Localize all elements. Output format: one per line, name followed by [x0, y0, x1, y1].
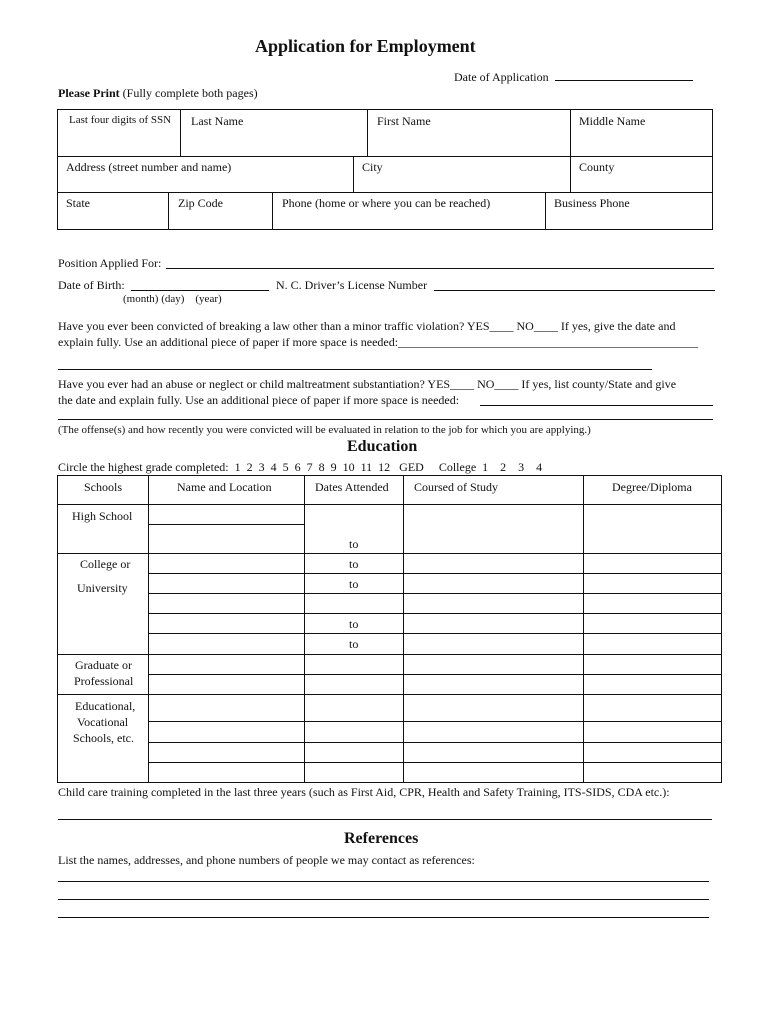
edu-header-dates: Dates Attended: [315, 480, 389, 494]
position-applied-label: Position Applied For:: [58, 256, 162, 270]
edu-header-name-location: Name and Location: [177, 480, 272, 494]
edu-section-divider: [57, 654, 722, 655]
dob-field[interactable]: [131, 290, 269, 291]
table-col-divider: [545, 192, 546, 230]
child-care-training-label: Child care training completed in the last three years (such as First Aid, CPR, Health and Safety Training, ITS-SIDS, CDA etc.):: [58, 785, 670, 799]
high-school-label: High School: [72, 509, 133, 523]
table-col-divider: [570, 109, 571, 156]
please-print-rest: (Fully complete both pages): [122, 86, 258, 100]
references-intro: List the names, addresses, and phone numbers of people we may contact as references:: [58, 853, 475, 867]
county-field[interactable]: County: [579, 160, 615, 174]
abuse-explain-field[interactable]: [480, 405, 713, 406]
vocational-label-1: Educational,: [75, 699, 136, 713]
please-print-bold: Please Print: [58, 86, 120, 100]
edu-header-course: Coursed of Study: [414, 480, 498, 494]
edu-col-divider: [304, 475, 305, 783]
table-col-divider: [168, 192, 169, 230]
first-name-field[interactable]: First Name: [377, 114, 431, 128]
table-col-divider: [353, 156, 354, 192]
license-field[interactable]: [434, 290, 715, 291]
college-dates-to-4[interactable]: to: [349, 637, 359, 651]
edu-section-divider: [57, 694, 722, 695]
hs-dates-to[interactable]: to: [349, 537, 359, 551]
college-label-1: College or: [80, 557, 131, 571]
convicted-question-line1: Have you ever been convicted of breaking a law other than a minor traffic violation? YES____ NO____ If yes, give the date and: [58, 319, 676, 333]
graduate-label-1: Graduate or: [75, 658, 132, 672]
offense-note: (The offense(s) and how recently you were convicted will be evaluated in relation to the job for which you are applying.): [58, 424, 591, 436]
date-of-application: [454, 69, 693, 85]
edu-inner-line: [148, 633, 722, 634]
edu-col-divider: [148, 475, 149, 783]
license-label: N. C. Driver’s License Number: [276, 278, 428, 292]
abuse-question-line1: Have you ever had an abuse or neglect or child maltreatment substantiation? YES____ NO____ If yes, list county/State and give: [58, 377, 677, 391]
dob-label: Date of Birth:: [58, 278, 125, 292]
vocational-label-2: Vocational: [77, 715, 129, 729]
child-care-field[interactable]: [58, 819, 712, 820]
table-row-divider: [57, 156, 713, 157]
table-col-divider: [272, 192, 273, 230]
dob-parts-hint: (month) (day) (year): [123, 293, 222, 305]
college-dates-to-2[interactable]: to: [349, 577, 359, 591]
highest-grade-line: Circle the highest grade completed: 1 2 3 4 5 6 7 8 9 10 11 12 GED College 1 2 3 4: [58, 460, 543, 474]
ssn-field[interactable]: Last four digits of SSN: [69, 114, 172, 126]
reference-line-3[interactable]: [58, 917, 709, 918]
college-label-2: University: [77, 581, 128, 595]
edu-inner-line: [148, 593, 722, 594]
edu-inner-line: [148, 524, 304, 525]
zip-code-field[interactable]: Zip Code: [178, 196, 223, 210]
please-print-note: [58, 86, 258, 101]
abuse-question-line2: the date and explain fully. Use an additional piece of paper if more space is needed:: [58, 393, 460, 407]
edu-inner-line: [148, 613, 722, 614]
edu-header-schools: Schools: [84, 480, 123, 494]
edu-inner-line: [148, 573, 722, 574]
edu-col-divider: [583, 475, 584, 783]
state-field[interactable]: State: [66, 196, 90, 210]
position-applied-field[interactable]: [166, 268, 714, 269]
reference-line-1[interactable]: [58, 881, 709, 882]
table-row-divider: [57, 192, 713, 193]
college-dates-to-3[interactable]: to: [349, 617, 359, 631]
date-of-application-field[interactable]: [555, 69, 693, 81]
education-heading: Education: [347, 438, 418, 455]
convicted-question-line2: explain fully. Use an additional piece of paper if more space is needed:__________________________________________________: [58, 335, 699, 349]
city-field[interactable]: City: [362, 160, 383, 174]
abuse-extra-line[interactable]: [58, 419, 713, 420]
edu-inner-line: [148, 742, 722, 743]
edu-header-degree: Degree/Diploma: [612, 480, 692, 494]
references-heading: References: [344, 830, 419, 847]
page-title: Application for Employment: [255, 36, 476, 56]
edu-inner-line: [148, 721, 722, 722]
business-phone-field[interactable]: Business Phone: [554, 196, 630, 210]
edu-inner-line: [148, 674, 722, 675]
table-col-divider: [570, 156, 571, 192]
address-field[interactable]: Address (street number and name): [66, 160, 232, 174]
graduate-label-2: Professional: [74, 674, 134, 688]
last-name-field[interactable]: Last Name: [191, 114, 244, 128]
convicted-extra-line[interactable]: [58, 369, 652, 370]
vocational-label-3: Schools, etc.: [73, 731, 134, 745]
edu-col-divider: [403, 475, 404, 783]
edu-header-divider: [57, 504, 722, 505]
table-col-divider: [180, 109, 181, 156]
edu-section-divider: [57, 553, 722, 554]
college-dates-to-1[interactable]: to: [349, 557, 359, 571]
middle-name-field[interactable]: Middle Name: [579, 114, 646, 128]
edu-inner-line: [148, 762, 722, 763]
date-of-application-label: Date of Application: [454, 70, 549, 84]
education-table: [57, 475, 722, 783]
table-col-divider: [367, 109, 368, 156]
reference-line-2[interactable]: [58, 899, 709, 900]
phone-field[interactable]: Phone (home or where you can be reached): [282, 196, 491, 210]
